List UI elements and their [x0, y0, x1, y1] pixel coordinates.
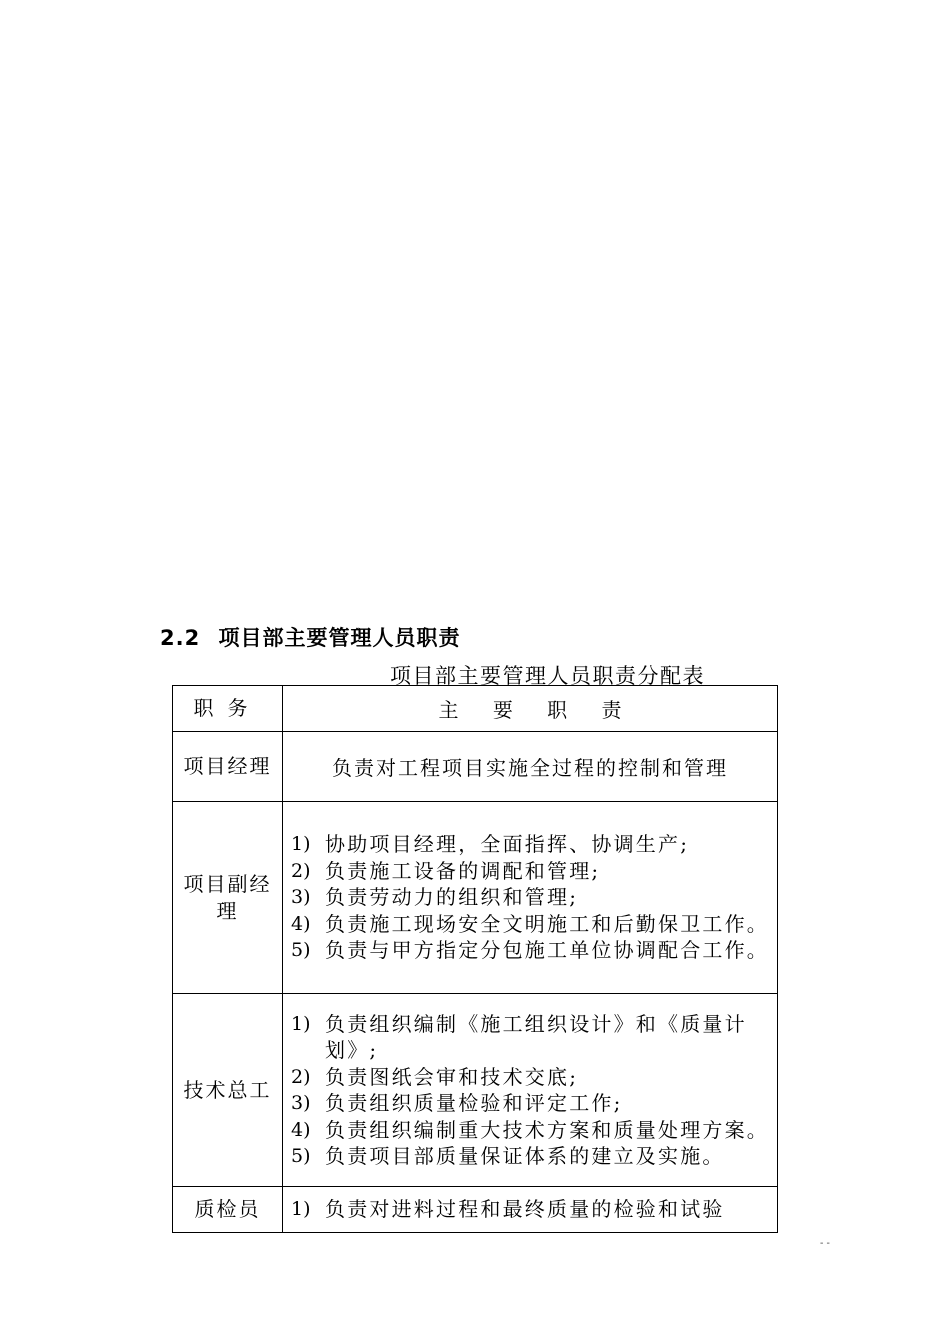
- header-duty-cell: [283, 686, 778, 732]
- header-duty-char: 职: [547, 698, 568, 722]
- item-index: 2): [291, 1065, 311, 1088]
- list-item: [291, 937, 771, 964]
- table-header-row: [173, 686, 778, 732]
- duty-cell: 负责对工程项目实施全过程的控制和管理: [283, 732, 778, 802]
- item-text: 负责劳动力的组织和管理;: [325, 885, 579, 910]
- list-item: [291, 1117, 771, 1144]
- duty-allocation-table: [172, 685, 778, 1233]
- item-index: 5): [291, 1145, 311, 1167]
- item-index: 3): [291, 1092, 311, 1114]
- role-cell: 项目经理: [173, 732, 283, 802]
- table-caption: 项目部主要管理人员职责分配表: [390, 664, 705, 688]
- item-text: 协助项目经理，全面指挥、协调生产;: [325, 832, 690, 857]
- item-index: 4): [291, 912, 311, 935]
- role-cell: 技术总工: [173, 994, 283, 1187]
- header-role-label: 职务: [193, 696, 262, 720]
- list-item: [291, 831, 771, 858]
- section-title: 项目部主要管理人员职责: [218, 626, 461, 650]
- item-text: 负责图纸会审和技术交底;: [325, 1064, 579, 1089]
- role-cell: 质检员: [173, 1187, 283, 1233]
- item-index: 4): [291, 1118, 311, 1141]
- item-index: 3): [291, 886, 311, 909]
- item-index: 2): [291, 859, 311, 882]
- table-row-deputy-manager: [173, 802, 778, 994]
- duty-list: [283, 1009, 777, 1172]
- list-item: [291, 1090, 771, 1117]
- item-text: 负责与甲方指定分包施工单位协调配合工作。: [325, 938, 769, 963]
- item-index: 5): [291, 939, 311, 962]
- item-index: 1): [291, 833, 311, 856]
- table-row-project-manager: [173, 732, 778, 802]
- duty-list: [283, 829, 777, 966]
- header-duty-char: 要: [492, 698, 513, 722]
- item-text: 负责组织编制重大技术方案和质量处理方案。: [325, 1117, 769, 1142]
- duty-list: [283, 1194, 777, 1225]
- role-cell: 项目副经理: [173, 802, 283, 994]
- header-role-cell: [173, 686, 283, 732]
- table-row-quality-inspector: [173, 1187, 778, 1233]
- table-row-technical-chief: [173, 994, 778, 1187]
- page-number-mark: - -: [820, 1238, 830, 1249]
- list-item: [291, 1143, 771, 1170]
- item-text: 负责施工设备的调配和管理;: [325, 858, 601, 883]
- duty-cell: [283, 802, 778, 994]
- item-index: 1): [291, 1012, 311, 1035]
- item-text: 负责项目部质量保证体系的建立及实施。: [325, 1144, 725, 1168]
- section-heading: [160, 622, 461, 652]
- list-item: [291, 1196, 771, 1223]
- item-text: 负责对进料过程和最终质量的检验和试验: [325, 1197, 725, 1222]
- item-text: 负责施工现场安全文明施工和后勤保卫工作。: [325, 911, 769, 936]
- list-item: [291, 1064, 771, 1091]
- header-duty-char: 责: [601, 698, 622, 722]
- item-text: 负责组织质量检验和评定工作;: [325, 1091, 623, 1115]
- section-number: 2.2: [160, 626, 201, 650]
- duty-cell: [283, 1187, 778, 1233]
- list-item: [291, 884, 771, 911]
- list-item: [291, 858, 771, 885]
- list-item: [291, 911, 771, 938]
- item-index: 1): [291, 1198, 311, 1221]
- duty-cell: [283, 994, 778, 1187]
- list-item: [291, 1011, 771, 1064]
- header-duty-char: 主: [438, 698, 459, 722]
- item-text: 负责组织编制《施工组织设计》和《质量计划》;: [325, 1011, 747, 1062]
